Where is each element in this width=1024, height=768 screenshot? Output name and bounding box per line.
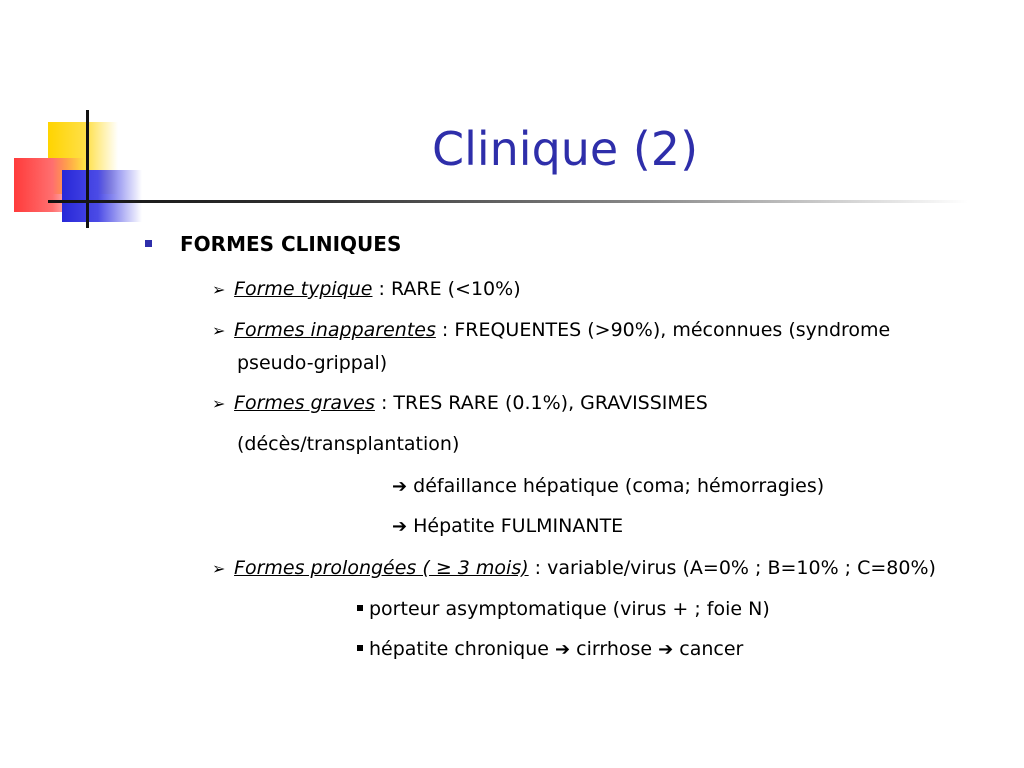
decorative-blue-square — [62, 170, 142, 222]
list-item-text: : FREQUENTES (>90%), méconnues (syndrome — [435, 319, 891, 341]
arrowhead-bullet-icon: ➢ — [212, 559, 226, 578]
arrowhead-bullet-icon: ➢ — [212, 321, 226, 340]
slide-title: Clinique (2) — [431, 122, 699, 176]
list-item — [212, 277, 521, 302]
consequence-text: Hépatite FULMINANTE — [413, 515, 624, 537]
list-item — [212, 318, 890, 343]
list-item-text: : TRES RARE (0.1%), GRAVISSIMES — [374, 392, 708, 414]
consequence-line — [392, 514, 623, 539]
small-square-bullet-icon — [357, 605, 363, 611]
section-heading — [145, 232, 401, 256]
list-item-term: Forme typique — [234, 278, 373, 300]
decorative-vertical-line — [86, 110, 89, 228]
list-item — [212, 556, 936, 581]
list-item-continuation: pseudo-grippal) — [237, 352, 388, 374]
right-arrow-icon: ➔ — [392, 476, 408, 497]
list-item-term: Formes prolongées ( ≥ 3 mois) — [234, 557, 529, 579]
small-square-bullet-icon — [357, 645, 363, 651]
arrowhead-bullet-icon: ➢ — [212, 280, 226, 299]
right-arrow-icon: ➔ — [658, 639, 674, 660]
decorative-horizontal-line — [48, 200, 968, 203]
list-item — [212, 391, 708, 416]
list-item-term: Formes inapparentes — [234, 319, 436, 341]
outcome-line — [357, 637, 743, 662]
list-item-term: Formes graves — [234, 392, 375, 414]
outcome-line — [357, 597, 770, 621]
list-item-continuation: (décès/transplantation) — [237, 433, 460, 455]
square-bullet-icon — [145, 240, 152, 247]
list-item-text: : variable/virus (A=0% ; B=10% ; C=80%) — [528, 557, 936, 579]
outcome-text-hepatite: hépatite chronique — [369, 638, 549, 660]
section-heading-text: FORMES CLINIQUES — [180, 232, 402, 256]
outcome-text-cancer: cancer — [679, 638, 744, 660]
list-item-text: : RARE (<10%) — [372, 278, 521, 300]
right-arrow-icon: ➔ — [555, 639, 571, 660]
right-arrow-icon: ➔ — [392, 516, 408, 537]
consequence-text: défaillance hépatique (coma; hémorragies) — [413, 475, 825, 497]
consequence-line — [392, 474, 824, 499]
arrowhead-bullet-icon: ➢ — [212, 394, 226, 413]
outcome-text-cirrhose: cirrhose — [576, 638, 653, 660]
outcome-text: porteur asymptomatique (virus + ; foie N) — [369, 598, 770, 620]
